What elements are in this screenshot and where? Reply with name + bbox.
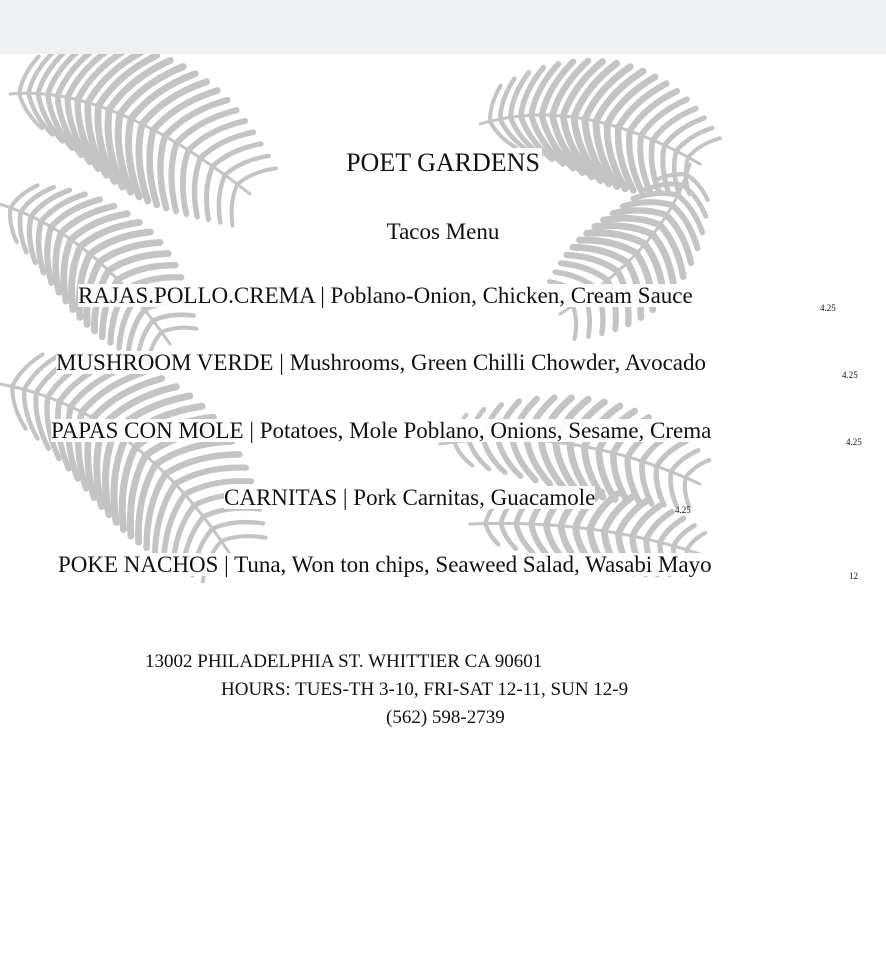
item-name: CARNITAS xyxy=(224,485,338,510)
item-price: 4.25 xyxy=(846,437,862,447)
item-description: Potatoes, Mole Poblano, Onions, Sesame, Crema xyxy=(259,418,712,443)
restaurant-name: POET GARDENS xyxy=(346,148,540,177)
phone-number: (562) 598-2739 xyxy=(386,707,505,728)
item-price: 4.25 xyxy=(820,303,836,313)
item-description: Poblano-Onion, Chicken, Cream Sauce xyxy=(330,283,693,308)
item-description: Tuna, Won ton chips, Seaweed Salad, Wasabi Mayo xyxy=(234,552,712,577)
item-name: POKE NACHOS xyxy=(58,552,219,577)
menu-item: MUSHROOM VERDE | Mushrooms, Green Chilli Chowder, Avocado xyxy=(56,350,707,375)
menu-page xyxy=(0,54,886,960)
menu-item: POKE NACHOS | Tuna, Won ton chips, Seaweed Salad, Wasabi Mayo xyxy=(58,552,712,577)
item-price: 4.25 xyxy=(842,370,858,380)
menu-title: Tacos Menu xyxy=(386,219,500,244)
item-name: MUSHROOM VERDE xyxy=(56,350,274,375)
top-bar xyxy=(0,0,886,54)
menu-item: RAJAS.POLLO.CREMA | Poblano-Onion, Chicken, Cream Sauce xyxy=(78,283,693,308)
item-name: RAJAS.POLLO.CREMA xyxy=(78,283,315,308)
item-description: Pork Carnitas, Guacamole xyxy=(353,485,596,510)
item-price: 4.25 xyxy=(675,505,691,515)
item-name: PAPAS CON MOLE xyxy=(51,418,244,443)
hours: HOURS: TUES-TH 3-10, FRI-SAT 12-11, SUN 12-9 xyxy=(221,679,629,700)
item-description: Mushrooms, Green Chilli Chowder, Avocado xyxy=(289,350,707,375)
address: 13002 PHILADELPHIA ST. WHITTIER CA 90601 xyxy=(145,651,543,672)
item-price: 12 xyxy=(849,571,858,581)
menu-item: PAPAS CON MOLE | Potatoes, Mole Poblano, Onions, Sesame, Crema xyxy=(51,418,712,443)
menu-item: CARNITAS | Pork Carnitas, Guacamole xyxy=(224,485,596,510)
